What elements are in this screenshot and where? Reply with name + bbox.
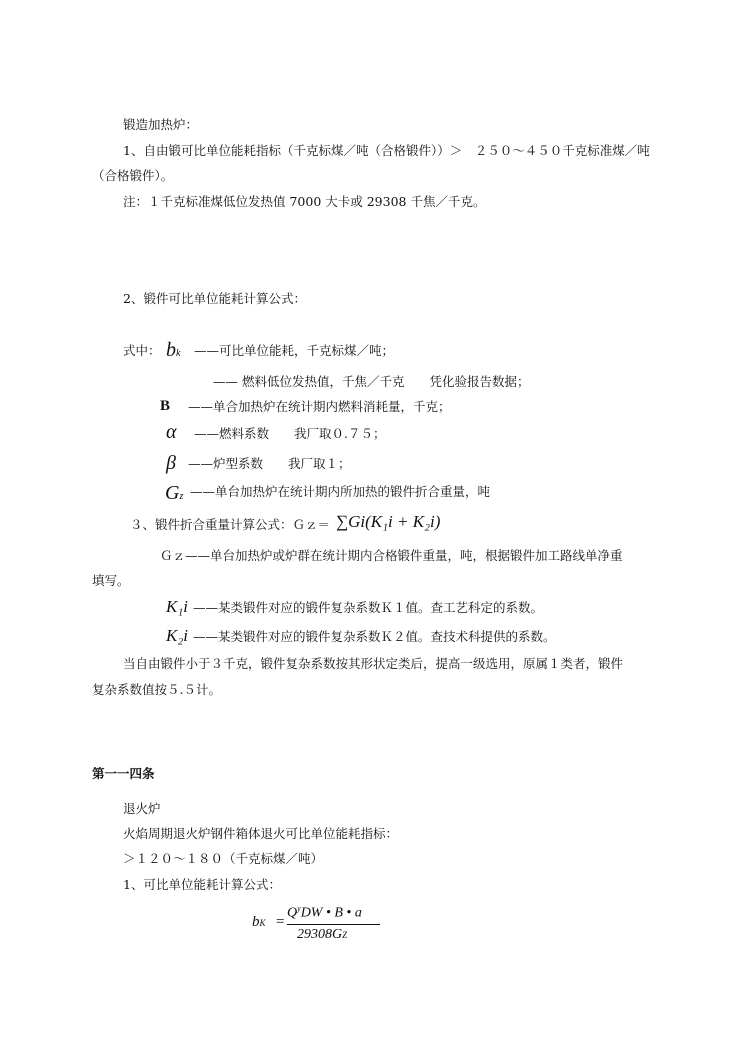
item3-label: ３、锻件折合重量计算公式：Ｇｚ＝: [130, 517, 331, 532]
formula-num-rest: DW • B • a: [300, 905, 362, 921]
gz-desc: ——单台加热炉在统计期内所加热的锻件折合重量，吨: [190, 484, 491, 499]
bk-symbol: [166, 339, 180, 365]
gz-def-line2: 填写。: [92, 573, 130, 588]
annealing-item1: 1、可比单位能耗计算公式：: [123, 877, 281, 892]
beta-symbol: β: [166, 452, 176, 474]
qdw-desc: —— 燃料低位发热值，千焦／千克 凭化验报告数据；: [213, 374, 530, 389]
formula-lhs-sub: K: [259, 918, 266, 928]
formula-den-sub: Z: [342, 930, 348, 940]
bk-base: b: [166, 339, 176, 361]
fraction-bar: [287, 924, 380, 925]
formula-lhs-base: b: [252, 914, 260, 930]
k2-desc: ——某类锻件对应的锻件复杂系数Ｋ２值。查技术科提供的系数。: [193, 629, 556, 644]
item2: 2、锻件可比单位能耗计算公式：: [123, 291, 306, 306]
section-title: 第一一四条: [92, 766, 155, 781]
formula-num-sup: y: [297, 904, 301, 913]
alpha-symbol: α: [166, 421, 177, 443]
bk-sub: k: [176, 348, 181, 359]
formula-numerator: [287, 904, 362, 922]
gz-sub: z: [179, 491, 184, 502]
b-symbol: B: [160, 398, 171, 414]
where-label: 式中：: [123, 343, 161, 358]
free-forging-line2: 复杂系数值按５.５计。: [92, 682, 221, 697]
k1-desc: ——某类锻件对应的锻件复杂系数Ｋ１值。查工艺科定的系数。: [193, 600, 544, 615]
formula-denominator: [297, 927, 347, 943]
item1-line1: 1、自由锻可比单位能耗指标（千克标煤／吨（合格锻件））＞ ２５０～４５０千克标准煤／吨: [123, 143, 650, 158]
annealing-range: ＞１２０～１８０（千克标煤／吨）: [123, 851, 324, 866]
forging-heading: 锻造加热炉：: [123, 117, 199, 132]
formula-equals: =: [276, 914, 285, 930]
formula-num-q: Q: [287, 905, 298, 921]
item1-line2: （合格锻件）。: [92, 168, 174, 183]
annealing-heading: 退火炉: [123, 801, 161, 816]
annealing-desc: 火焰周期退火炉钢件箱体退火可比单位能耗指标：: [123, 826, 399, 841]
b-desc: ——单合加热炉在统计期内燃料消耗量，千克；: [188, 399, 451, 414]
bk-desc: ——可比单位能耗，千克标煤／吨；: [194, 343, 395, 358]
beta-desc: ——炉型系数 我厂取１；: [188, 456, 351, 471]
formula-lhs: [252, 914, 266, 931]
energy-formula: [252, 904, 382, 948]
formula-den-base: 29308G: [297, 927, 343, 942]
gz-base: G: [165, 482, 180, 504]
note: 注：１千克标准煤低位发热值 7000 大卡或 29308 千焦／千克。: [123, 194, 486, 209]
alpha-desc: ——燃料系数 我厂取０.７５；: [194, 426, 386, 441]
item3-formula: ∑Gi(K₁i + K₂i): [336, 512, 441, 531]
k1-symbol: K₁i: [166, 597, 188, 616]
k2-symbol: K₂i: [166, 626, 188, 645]
free-forging-line1: 当自由锻件小于３千克，锻件复杂系数按其形状定类后，提高一级选用，原属１类者，锻件: [123, 656, 624, 671]
gz-symbol: [165, 482, 183, 508]
gz-def-line1: Ｇｚ——单台加热炉或炉群在统计期内合格锻件重量，吨，根据锻件加工路线单净重: [160, 548, 623, 563]
